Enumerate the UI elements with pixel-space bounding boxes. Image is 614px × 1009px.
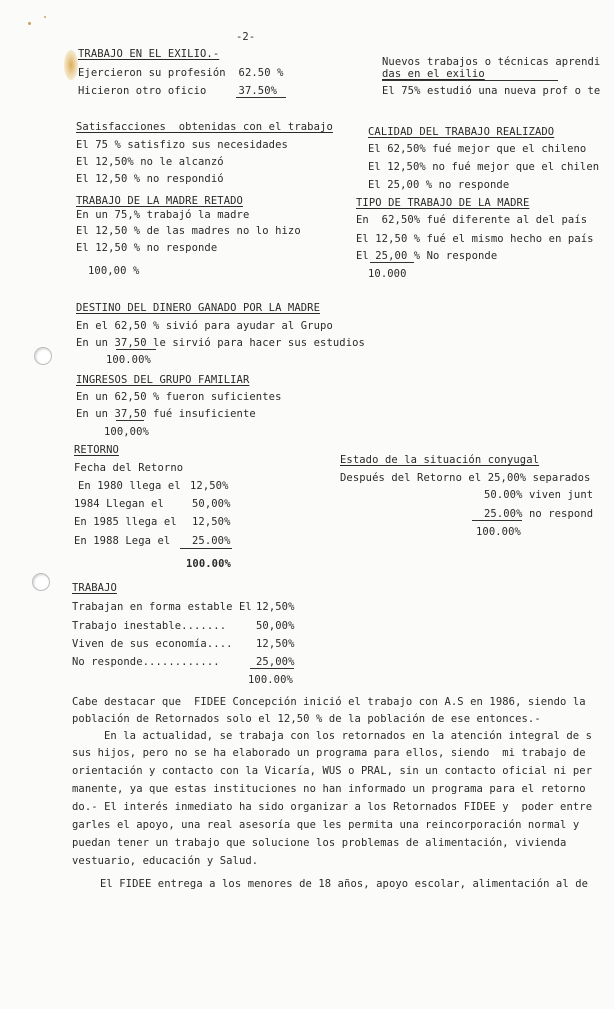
paragraph-line: do.- El interés inmediato ha sido organizar a los Retornados FIDEE y poder entre xyxy=(72,801,593,813)
text-line: El 25,00 % no responde xyxy=(368,179,510,191)
paragraph-line: garles el apoyo, una real asesoría que les permita una reincorporación normal y xyxy=(72,819,580,831)
section-heading-situacion-conyugal: Estado de la situación conyugal xyxy=(340,454,540,466)
underline-rule xyxy=(116,349,156,350)
text-line: Después del Retorno el 25,00% separados xyxy=(340,472,591,484)
section-heading-trabajo-exilio: TRABAJO EN EL EXILIO.- xyxy=(78,48,220,60)
text-line: En el 62,50 % sivió para ayudar al Grupo xyxy=(76,320,333,332)
underline-rule xyxy=(236,97,286,98)
table-row-value: 25.00% xyxy=(192,535,231,547)
paragraph-line: manente, ya que estas instituciones no han informado un programa para el retorno xyxy=(72,783,586,795)
total-value: 10.000 xyxy=(368,268,407,280)
text-line: El 12,50 % no responde xyxy=(76,242,218,254)
underline-rule xyxy=(180,548,232,549)
section-heading-calidad: CALIDAD DEL TRABAJO REALIZADO xyxy=(368,126,555,138)
text-line: En 62,50% fué diferente al del país xyxy=(356,214,588,226)
underline-rule xyxy=(370,262,414,263)
paragraph-line: vestuario, educación y Salud. xyxy=(72,855,259,867)
paragraph-line: El FIDEE entrega a los menores de 18 años, apoyo escolar, alimentación al de xyxy=(100,878,589,890)
table-row-label: En 1985 llega el xyxy=(74,516,177,528)
total-value: 100.00% xyxy=(106,354,151,366)
text-line: El 75 % satisfizo sus necesidades xyxy=(76,139,288,151)
text-line: El 62,50% fué mejor que el chileno xyxy=(368,143,587,155)
total-value: 100.00% xyxy=(476,526,521,538)
text-line: Ejercieron su profesión 62.50 % xyxy=(78,67,284,79)
section-heading-trabajo: TRABAJO xyxy=(72,582,117,594)
text-line: El 12,50% no fué mejor que el chilen xyxy=(368,161,600,173)
table-row-value: 12,50% xyxy=(256,638,295,650)
page-number: -2- xyxy=(236,31,256,43)
text-line: El 25,00 % No responde xyxy=(356,250,498,262)
paper-speck xyxy=(28,22,31,25)
table-row-value: 12,50% xyxy=(192,516,231,528)
table-row-label: Viven de sus economía.... xyxy=(72,638,233,650)
text-line: El 12,50 % de las madres no lo hizo xyxy=(76,225,301,237)
section-heading-satisfacciones: Satisfacciones obtenidas con el trabajo xyxy=(76,121,333,133)
total-value: 100.00% xyxy=(248,674,293,686)
rust-stain xyxy=(64,50,78,80)
section-heading-retorno: RETORNO xyxy=(74,444,119,456)
underline-rule xyxy=(472,520,522,521)
table-row-label: En 1988 Lega el xyxy=(74,535,171,547)
paragraph-line: En la actualidad, se trabaja con los retornados en la atención integral de s xyxy=(104,730,593,742)
table-row-value: 25,00% xyxy=(256,656,295,668)
table-row-value: 50,00% xyxy=(256,620,295,632)
total-value: 100,00% xyxy=(104,426,149,438)
paragraph-line: sus hijos, pero no se ha elaborado un programa para ellos, siendo mi trabajo de xyxy=(72,747,586,759)
text-line: El 12,50 % fué el mismo hecho en país xyxy=(356,233,594,245)
text-line: En un 37,50 le sirvió para hacer sus estudios xyxy=(76,337,365,349)
text-line: El 75% estudió una nueva prof o te xyxy=(382,85,601,97)
section-heading-nuevos-trabajos: Nuevos trabajos o técnicas aprendi xyxy=(382,56,601,68)
text-line: En un 62,50 % fueron suficientes xyxy=(76,391,282,403)
underline-rule xyxy=(116,420,144,421)
text-line: En un 37,50 fué insuficiente xyxy=(76,408,256,420)
section-heading-tipo-trabajo-madre: TIPO DE TRABAJO DE LA MADRE xyxy=(356,197,530,209)
punch-hole-bottom xyxy=(32,573,50,591)
paragraph-line: Cabe destacar que FIDEE Concepción inició el trabajo con A.S en 1986, siendo la xyxy=(72,696,586,708)
section-heading-destino-dinero: DESTINO DEL DINERO GANADO POR LA MADRE xyxy=(76,302,321,314)
text-line: El 12,50% no le alcanzó xyxy=(76,156,224,168)
paragraph-line: población de Retornados solo el 12,50 % de la población de ese entonces.- xyxy=(72,713,541,725)
section-heading-nuevos-trabajos-cont: das en el exilio xyxy=(382,68,485,80)
table-row-value: 12,50% xyxy=(190,480,229,492)
text-line: 25.00% no respond xyxy=(484,508,594,520)
total-value: 100.00% xyxy=(186,558,231,570)
paragraph-line: orientación y contacto con la Vicaría, WUS o PRAL, sin un contacto oficial ni per xyxy=(72,765,593,777)
section-heading-trabajo-madre: TRABAJO DE LA MADRE RETADO xyxy=(76,195,243,207)
paper-speck xyxy=(44,16,46,18)
text-line: El 12,50 % no respondió xyxy=(76,173,224,185)
text-line: Hicieron otro oficio 37.50% xyxy=(78,85,278,97)
underline-rule xyxy=(382,80,558,81)
total-value: 100,00 % xyxy=(88,265,140,277)
table-row-value: 12,50% xyxy=(256,601,295,613)
table-row-label: En 1980 llega el xyxy=(78,480,181,492)
subheading: Fecha del Retorno xyxy=(74,462,184,474)
table-row-label: Trabajo inestable....... xyxy=(72,620,227,632)
paragraph-line: puedan tener un trabajo que solucione los problemas de alimentación, vivienda xyxy=(72,837,567,849)
table-row-label: 1984 Llegan el xyxy=(74,498,164,510)
table-row-label: No responde............ xyxy=(72,656,220,668)
table-row-label: Trabajan en forma estable El xyxy=(72,601,252,613)
underline-rule xyxy=(250,668,294,669)
section-heading-ingresos: INGRESOS DEL GRUPO FAMILIAR xyxy=(76,374,250,386)
punch-hole-top xyxy=(34,347,52,365)
text-line: En un 75,% trabajó la madre xyxy=(76,209,250,221)
table-row-value: 50,00% xyxy=(192,498,231,510)
text-line: 50.00% viven junt xyxy=(484,489,594,501)
